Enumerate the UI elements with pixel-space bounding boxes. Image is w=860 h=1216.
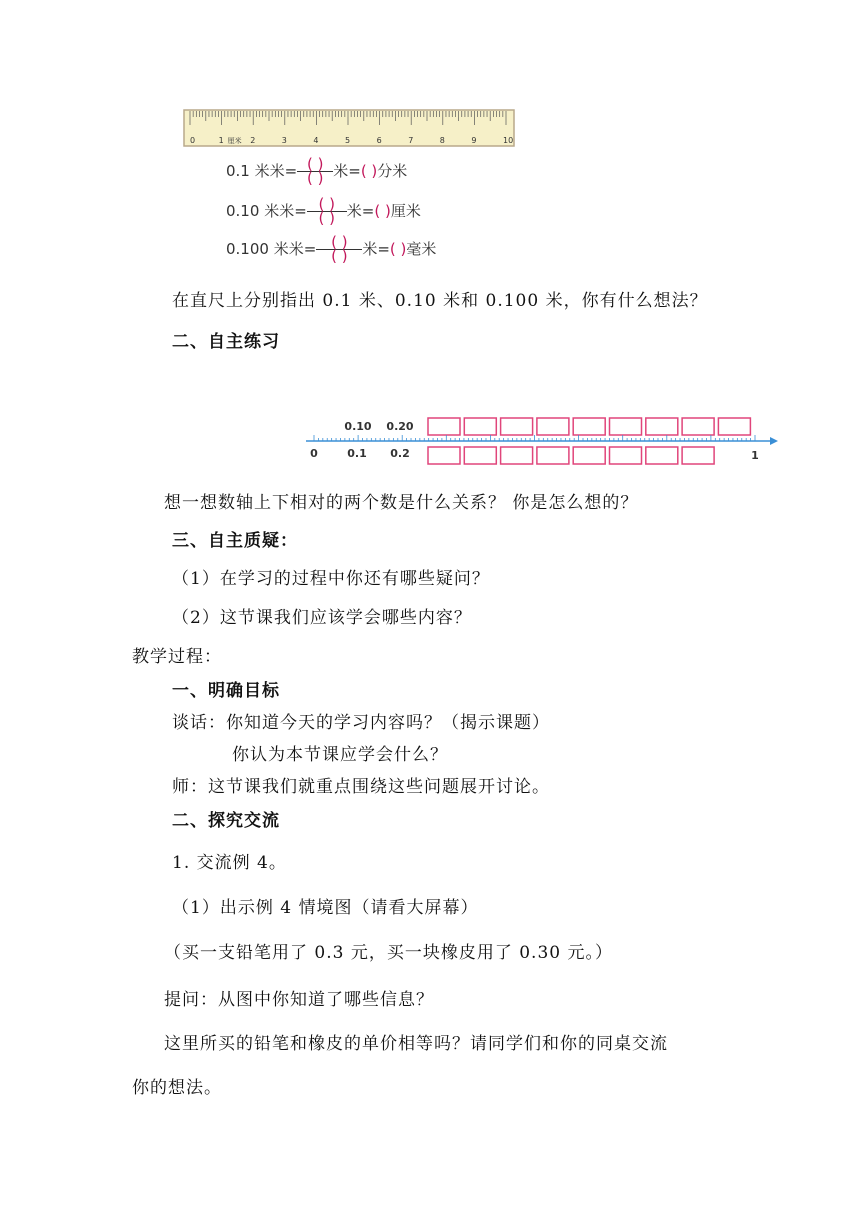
ask-line: 提问：从图中你知道了哪些信息？ bbox=[164, 990, 434, 1010]
bottom-label-01: 0.1 bbox=[347, 447, 367, 460]
item-1: 1. 交流例 4。 bbox=[172, 853, 287, 873]
ruler-number: 4 bbox=[313, 136, 319, 145]
top-answer-box bbox=[646, 418, 678, 435]
number-line-arrow bbox=[770, 437, 778, 445]
ruler-number: 2 bbox=[250, 136, 256, 145]
fraction-blank bbox=[307, 195, 347, 227]
top-answer-box bbox=[428, 418, 460, 435]
fraction-numerator: ( ) bbox=[306, 155, 324, 173]
bottom-answer-boxes bbox=[428, 447, 714, 464]
answer-blank: ( ) bbox=[374, 202, 391, 220]
ruler-number: 5 bbox=[345, 136, 351, 145]
bottom-label-02: 0.2 bbox=[390, 447, 410, 460]
talk-line-1: 谈话：你知道今天的学习内容吗？（揭示课题） bbox=[172, 713, 550, 733]
conversion-row-2 bbox=[226, 195, 421, 227]
fraction-blank bbox=[316, 233, 362, 265]
bottom-answer-box bbox=[464, 447, 496, 464]
fraction-blank bbox=[297, 155, 333, 187]
conv-target-unit: 分米 bbox=[377, 162, 408, 180]
teacher-line: 师：这节课我们就重点围绕这些问题展开讨论。 bbox=[172, 777, 550, 797]
conv-eq: 米= bbox=[269, 162, 298, 180]
answer-blank: ( ) bbox=[360, 162, 378, 180]
ruler-number: 10 bbox=[503, 136, 514, 145]
conv-target-unit: 厘米 bbox=[390, 202, 421, 220]
conv-eq: 米= bbox=[288, 240, 317, 258]
heading-explore: 二、探究交流 bbox=[172, 811, 280, 831]
conv-unit: 米 bbox=[264, 202, 280, 220]
question-1: （1）在学习的过程中你还有哪些疑问？ bbox=[172, 569, 490, 589]
fraction-denominator: ( ) bbox=[331, 247, 348, 265]
conv-target-unit: 毫米 bbox=[406, 240, 437, 258]
top-answer-box bbox=[610, 418, 642, 435]
process-title: 教学过程： bbox=[132, 647, 222, 667]
paragraph-line-2: 你的想法。 bbox=[132, 1078, 222, 1098]
ruler-figure bbox=[180, 106, 520, 148]
conversion-row-3 bbox=[226, 233, 437, 265]
ruler-number: 9 bbox=[471, 136, 477, 145]
price-info: （买一支铅笔用了 0.3 元，买一块橡皮用了 0.30 元。） bbox=[164, 943, 614, 963]
top-answer-boxes bbox=[428, 418, 750, 435]
item-1-1: （1）出示例 4 情境图（请看大屏幕） bbox=[172, 898, 479, 918]
heading-questioning: 三、自主质疑： bbox=[172, 531, 298, 551]
bottom-label-1: 1 bbox=[751, 449, 759, 462]
bottom-answer-box bbox=[610, 447, 642, 464]
top-label-020: 0.20 bbox=[386, 420, 414, 433]
conv-eq: 米= bbox=[279, 202, 307, 220]
number-line-figure bbox=[300, 412, 780, 468]
talk-line-2: 你认为本节课应学会什么？ bbox=[232, 745, 448, 765]
conv-value: 0.1 bbox=[226, 162, 250, 180]
conv-eq: 米= bbox=[362, 240, 390, 258]
question-2: （2）这节课我们应该学会哪些内容？ bbox=[172, 608, 472, 628]
top-answer-box bbox=[682, 418, 714, 435]
bottom-answer-box bbox=[501, 447, 533, 464]
fraction-numerator: ( ) bbox=[318, 195, 336, 213]
top-answer-box bbox=[573, 418, 605, 435]
number-line-question: 想一想数轴上下相对的两个数是什么关系？ 你是怎么想的？ bbox=[164, 493, 639, 513]
ruler-number: 8 bbox=[439, 136, 445, 145]
ruler-question: 在直尺上分别指出 0.1 米、0.10 米和 0.100 米，你有什么想法？ bbox=[172, 291, 708, 311]
conversion-row-1 bbox=[226, 155, 408, 187]
ruler-unit-label: 厘米 bbox=[227, 137, 242, 145]
answer-blank: ( ) bbox=[389, 240, 407, 258]
bottom-answer-box bbox=[682, 447, 714, 464]
top-label-010: 0.10 bbox=[344, 420, 372, 433]
bottom-answer-box bbox=[428, 447, 460, 464]
ruler-number: 6 bbox=[376, 136, 382, 145]
number-line-ticks bbox=[314, 435, 755, 441]
fraction-denominator: ( ) bbox=[318, 209, 336, 227]
conv-unit: 米 bbox=[273, 240, 289, 258]
fraction-denominator: ( ) bbox=[306, 169, 324, 187]
conv-value: 0.10 bbox=[226, 202, 260, 220]
fraction-numerator: ( ) bbox=[331, 233, 348, 251]
conv-eq: 米= bbox=[333, 162, 361, 180]
ruler-number: 1 bbox=[218, 136, 224, 145]
conv-eq: 米= bbox=[346, 202, 375, 220]
bottom-answer-box bbox=[537, 447, 569, 464]
heading-goals: 一、明确目标 bbox=[172, 681, 280, 701]
top-answer-box bbox=[537, 418, 569, 435]
ruler-number: 0 bbox=[190, 136, 196, 145]
bottom-answer-box bbox=[573, 447, 605, 464]
top-answer-box bbox=[464, 418, 496, 435]
top-answer-box bbox=[501, 418, 533, 435]
paragraph-line-1: 这里所买的铅笔和橡皮的单价相等吗？请同学们和你的同桌交流 bbox=[164, 1034, 668, 1054]
heading-practice: 二、自主练习 bbox=[172, 332, 280, 352]
bottom-answer-box bbox=[646, 447, 678, 464]
ruler-number: 7 bbox=[408, 136, 414, 145]
conv-unit: 米 bbox=[254, 162, 270, 180]
ruler-number: 3 bbox=[281, 136, 287, 145]
top-answer-box bbox=[718, 418, 750, 435]
bottom-label-0: 0 bbox=[310, 447, 318, 460]
conv-value: 0.100 bbox=[226, 240, 269, 258]
